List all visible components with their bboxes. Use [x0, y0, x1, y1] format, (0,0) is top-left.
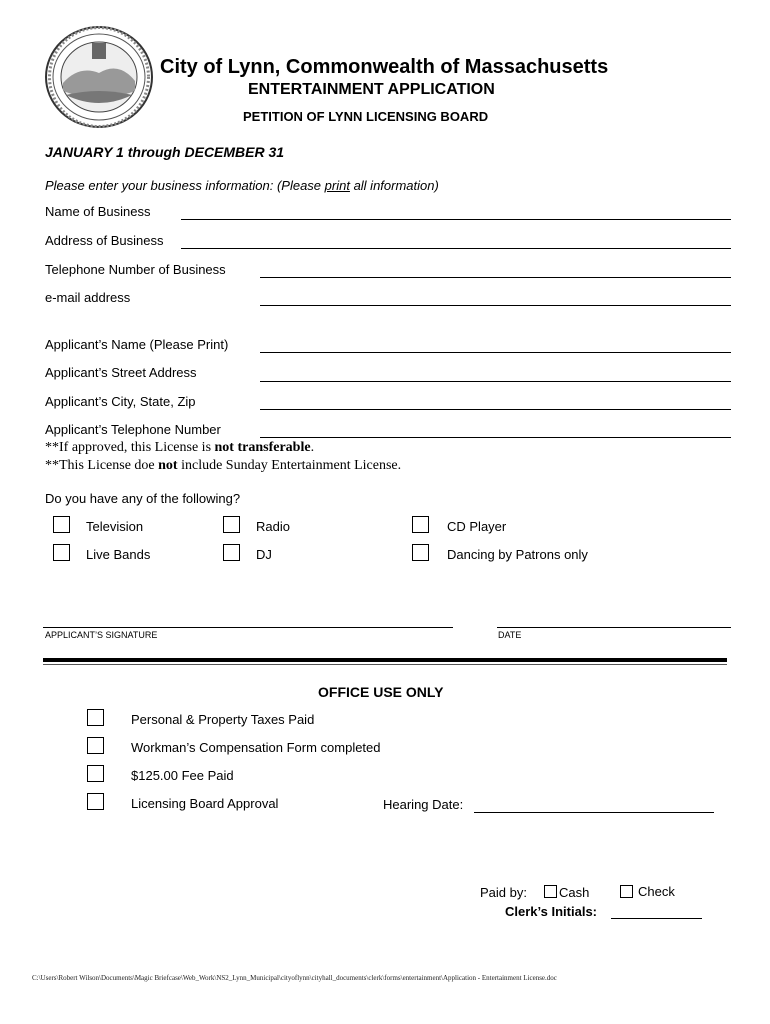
paid-by-label: Paid by:	[480, 885, 527, 900]
check-label: Check	[638, 884, 675, 899]
applicant-city-field[interactable]	[260, 409, 731, 410]
email-label: e-mail address	[45, 290, 131, 305]
city-seal-logo	[44, 25, 154, 129]
section-divider-thin	[43, 664, 727, 665]
check-checkbox[interactable]	[620, 885, 633, 898]
fee-paid-checkbox[interactable]	[87, 765, 104, 782]
applicant-name-field[interactable]	[260, 352, 731, 353]
cash-label: Cash	[559, 885, 590, 900]
board-approval-label: Licensing Board Approval	[131, 796, 279, 811]
radio-checkbox[interactable]	[223, 516, 240, 533]
applicant-name-label: Applicant’s Name (Please Print)	[45, 337, 229, 352]
applicant-street-field[interactable]	[260, 381, 731, 382]
section-divider	[43, 658, 727, 662]
business-address-field[interactable]	[181, 248, 731, 249]
board-approval-checkbox[interactable]	[87, 793, 104, 810]
business-name-label: Name of Business	[45, 204, 151, 219]
cd-player-checkbox[interactable]	[412, 516, 429, 533]
date-field[interactable]	[497, 627, 731, 628]
note-sunday: **This License doe not include Sunday Entertainment License.	[45, 458, 402, 473]
page-title: City of Lynn, Commonwealth of Massachusetts	[160, 56, 609, 78]
workmans-comp-label: Workman’s Compensation Form completed	[131, 740, 381, 755]
radio-label: Radio	[256, 519, 290, 534]
license-period: JANUARY 1 through DECEMBER 31	[45, 144, 285, 160]
dancing-label: Dancing by Patrons only	[447, 547, 588, 562]
note-transferable: **If approved, this License is not transferable.	[45, 440, 315, 455]
business-phone-field[interactable]	[260, 277, 731, 278]
applicant-phone-label: Applicant’s Telephone Number	[45, 422, 221, 437]
business-phone-label: Telephone Number of Business	[45, 262, 226, 277]
file-path-footer: C:\Users\Robert Wilson\Documents\Magic Briefcase\Web_Work\NS2_Lynn_Municipal\cityoflynn\cityhall_documents\clerk\forms\entertainment\Application - Entertainment License.doc	[32, 974, 557, 982]
dj-label: DJ	[256, 547, 272, 562]
applicant-street-label: Applicant’s Street Address	[45, 365, 197, 380]
live-bands-label: Live Bands	[86, 547, 151, 562]
hearing-date-label: Hearing Date:	[383, 797, 464, 812]
cd-player-label: CD Player	[447, 519, 507, 534]
petition-heading: PETITION OF LYNN LICENSING BOARD	[243, 109, 489, 124]
live-bands-checkbox[interactable]	[53, 544, 70, 561]
instructions: Please enter your business information: (Please print all information)	[45, 178, 439, 193]
email-field[interactable]	[260, 305, 731, 306]
taxes-paid-label: Personal & Property Taxes Paid	[131, 712, 315, 727]
television-checkbox[interactable]	[53, 516, 70, 533]
business-name-field[interactable]	[181, 219, 731, 220]
signature-field[interactable]	[43, 627, 453, 628]
applicant-phone-field[interactable]	[260, 437, 731, 438]
clerk-initials-label: Clerk’s Initials:	[505, 904, 597, 919]
signature-label: APPLICANT’S SIGNATURE	[45, 630, 158, 640]
business-address-label: Address of Business	[45, 233, 164, 248]
workmans-comp-checkbox[interactable]	[87, 737, 104, 754]
hearing-date-field[interactable]	[474, 812, 714, 813]
clerk-initials-field[interactable]	[611, 918, 702, 919]
form-title: ENTERTAINMENT APPLICATION	[248, 81, 495, 98]
dj-checkbox[interactable]	[223, 544, 240, 561]
television-label: Television	[86, 519, 144, 534]
options-question: Do you have any of the following?	[45, 491, 241, 506]
applicant-city-label: Applicant’s City, State, Zip	[45, 394, 196, 409]
date-label: DATE	[498, 630, 522, 640]
office-use-heading: OFFICE USE ONLY	[318, 684, 444, 700]
cash-checkbox[interactable]	[544, 885, 557, 898]
taxes-paid-checkbox[interactable]	[87, 709, 104, 726]
dancing-checkbox[interactable]	[412, 544, 429, 561]
fee-paid-label: $125.00 Fee Paid	[131, 768, 234, 783]
